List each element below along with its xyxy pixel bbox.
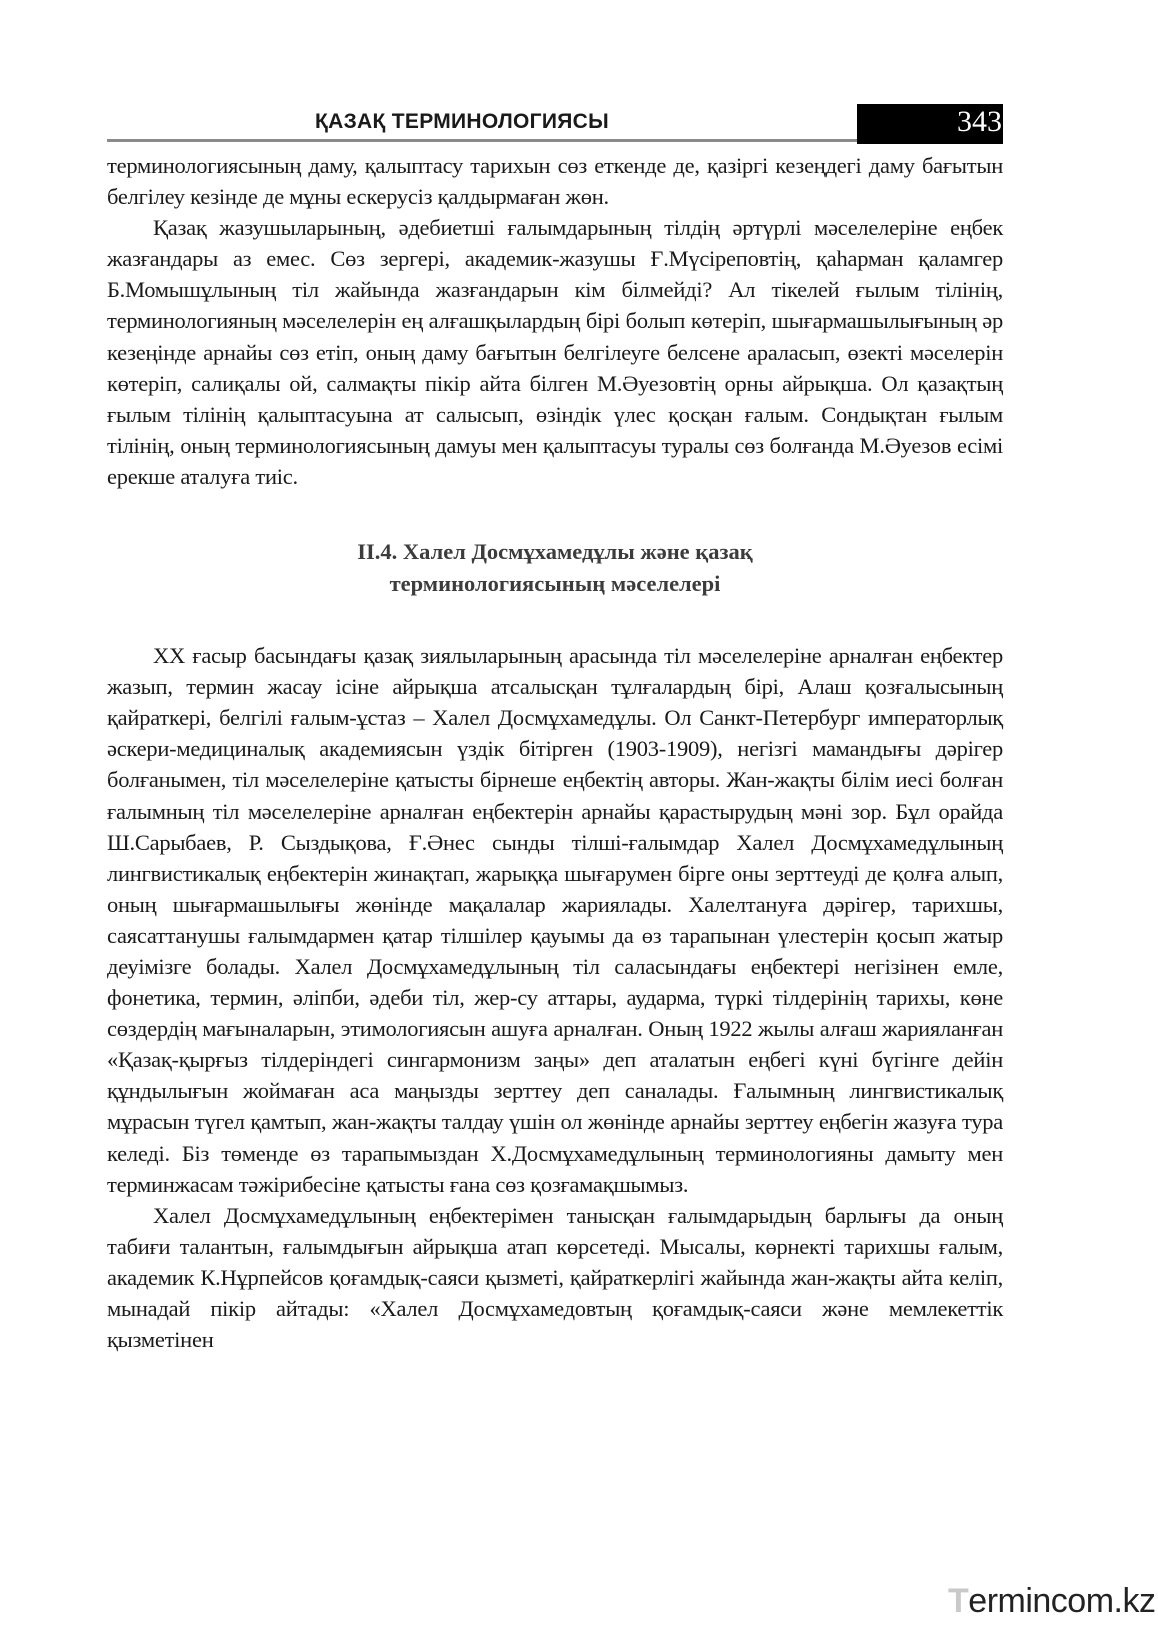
termincom-watermark [948, 1582, 1155, 1621]
section-heading-line-1: II.4. Халел Досмұхамедұлы және қазақ [357, 539, 753, 565]
page-number-box [857, 104, 1003, 144]
watermark-text: ermincom.kz [968, 1582, 1156, 1620]
paragraph-scholars-opinion: Халел Досмұхамедұлының еңбектерімен танысқан ғалымдарыдың барлығы да оның табиғи талантын, ғалымдығын айрықша атап көрсетеді. Мысалы, көрнекті тарихшы ғалым, академик К.Нұрпейсов қоғамдық-саяси қызметі, қайраткерлігі жайында жан-жақты айта келіп, мынадай пікір айтады: «Халел Досмұхамедовтың қоғамдық-саяси және мемлекеттік қызметінен [107, 1202, 1003, 1353]
paragraph-dosmukhamedov-intro: XX ғасыр басындағы қазақ зиялыларының арасында тіл мәселелеріне арналған еңбектер жазып, термин жасау ісіне айрықша атсалысқан тұлғалардың бірі, Алаш қозғалысының қайраткері, белгілі ғалым-ұстаз – Халел Досмұхамедұлы. Ол Санкт-Петербург императорлық әскери-медициналық академиясын үздік бітірген (1903-1909), негізгі мамандығы дәрігер болғанымен, тіл мәселелеріне қатысты бірнеше еңбектің авторы. Жан-жақты білім иесі болған ғалымның тіл мәселелеріне арналған еңбектерін арнайы қарастырудың мәні зор. Бұл орайда Ш.Сарыбаев, Р. Сыздықова, Ғ.Әнес сынды тілші-ғалымдар Халел Досмұхамедұлының лингвистикалық еңбектерін жинақтап, жарыққа шығарумен бірге оны зерттеуді де қолға алып, оның шығармашылығы жөнінде мақалалар жариялады. Халелтануға дәрігер, тарихшы, саясаттанушы ғалымдармен қатар тілшілер қауымы да өз тарапынан үлестерін қосып жатыр деуімізге болады. Халел Досмұхамедұлының тіл саласындағы еңбектері негізінен емле, фонетика, термин, әліпби, әдеби тіл, жер-су аттары, аударма, түркі тілдерінің тарихы, көне сөздердің мағыналарын, этимологиясын ашуға арналған. Оның 1922 жылы алғаш жарияланған «Қазақ-қырғыз тілдеріндегі сингармонизм заңы» деп аталатын еңбегі күні бүгінге дейін құндылығын жоймаған аса маңызды зерттеу деп саналады. Ғалымның лингвистикалық мұрасын түгел қамтып, жан-жақты талдау үшін ол жөнінде арнайы зерттеу еңбегін жазуға тура келеді. Біз төменде өз тарапымыздан Х.Досмұхамедұлының терминологияны дамыту мен терминжасам тәжірибесіне қатысты ғана сөз қозғамақшымыз. [107, 643, 1003, 1197]
heading-spacer [107, 600, 1003, 640]
section-heading [107, 536, 1003, 600]
paragraph-continuation: терминологиясының даму, қалыптасу тарихын сөз еткенде де, қазіргі кезеңдегі даму бағытын белгілеу кезінде де мұны ескерусіз қалдырмаған жөн. [107, 153, 1003, 210]
body-text [107, 150, 1003, 1355]
paragraph-writers: Қазақ жазушыларының, әдебиетші ғалымдарының тілдің әртүрлі мәселелеріне еңбек жазғандары аз емес. Сөз зергері, академик-жазушы Ғ.Мүсіреповтің, қаһарман қаламгер Б.Момышұлының тіл жайында жазғандарын кім білмейді? Ал тікелей ғылым тілінің, терминологияның мәселелерін ең алғашқылардың бірі болып көтеріп, шығармашылығының әр кезеңінде арнайы сөз етіп, оның даму бағытын белгілеуге белсене араласып, өзекті мәселерін көтеріп, салиқалы ой, салмақты пікір айта білген М.Әуезовтің орны айрықша. Ол қазақтың ғылым тілінің қалыптасуына ат салысып, өзіндік үлес қосқан ғалым. Сондықтан ғылым тілінің, оның терминологиясының дамуы мен қалыптасуы туралы сөз болғанда М.Әуезов есімі ерекше аталуға тиіс. [107, 215, 1003, 489]
watermark-logo-mark: T [948, 1582, 969, 1620]
running-header [107, 104, 1003, 146]
section-heading-line-2: терминологиясының мәселелері [389, 571, 721, 597]
running-header-title: ҚАЗАҚ ТЕРМИНОЛОГИЯСЫ [315, 110, 609, 133]
page-number: 343 [957, 105, 1002, 138]
header-rule [107, 139, 857, 142]
